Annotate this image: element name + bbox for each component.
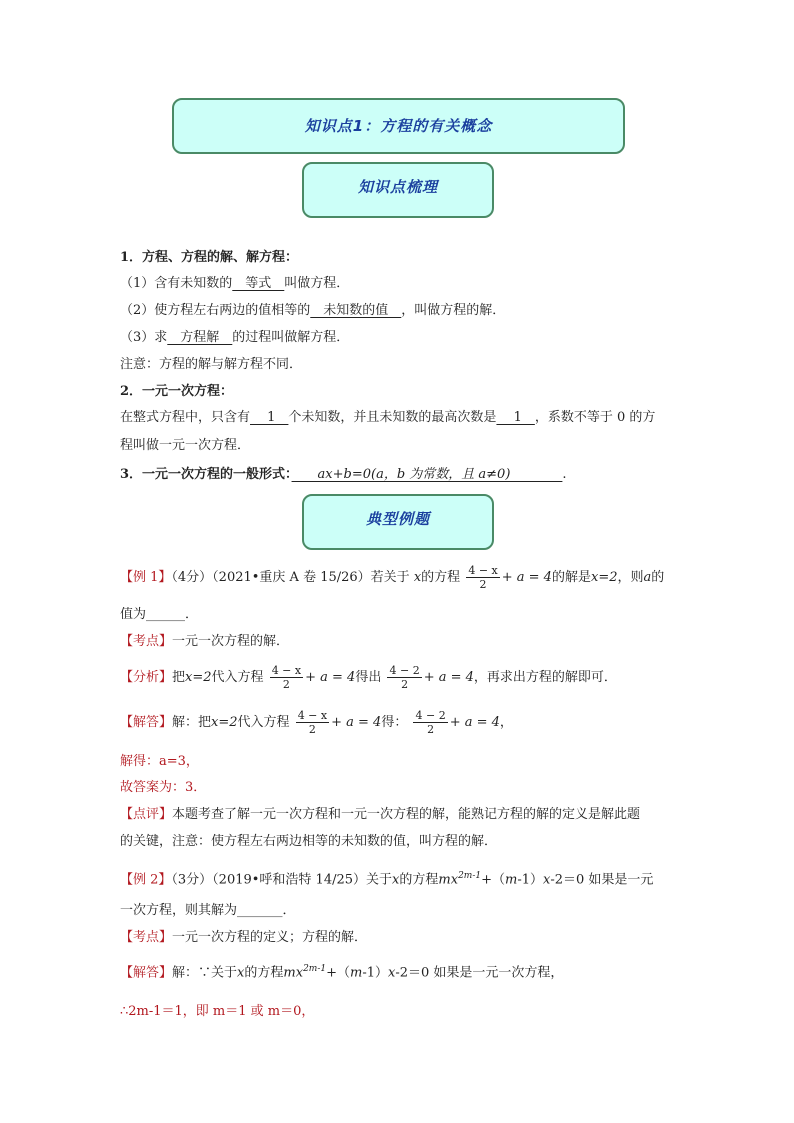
example1-jieda: 【解答】解：把x=2代入方程 $\frac{4 - x}{2}$ + a = 4得： $\frac{4 - 2}{2}$ + a = 4， — [120, 709, 513, 736]
review-s2-line2: 程叫做一元一次方程． — [120, 438, 251, 453]
example1-kaodian: 【考点】一元一次方程的解． — [120, 634, 290, 649]
review-s3: 3．一元一次方程的一般形式： ax+b=0(a，b 为常数，且 a≠0) . — [120, 467, 567, 482]
review-s1-item3: （3）求 方程解 的过程叫做解方程． — [120, 330, 350, 345]
review-s2-line1: 在整式方程中，只含有 1 个未知数，并且未知数的最高次数是 1 ，系数不等于 0 的方 — [120, 410, 656, 425]
example1-question: 【例 1】（4分）（2021•重庆 A 卷 15/26）若关于 x的方程 $\frac{4 - x}{2}$ + a = 4的解是x=2，则a的 — [120, 564, 665, 591]
example1-solve: 解得：a=3， — [120, 754, 199, 769]
review-note: 注意：方程的解与解方程不同． — [120, 357, 303, 372]
review-s1-item2: （2）使方程左右两边的值相等的 未知数的值 ，叫做方程的解． — [120, 303, 506, 318]
example1-dianping: 【点评】本题考查了解一元一次方程和一元一次方程的解，能熟记方程的解的定义是解此题 — [120, 807, 641, 822]
example1-fenxi: 【分析】把x=2代入方程 $\frac{4 - x}{2}$ + a = 4得出 $\frac{4 - 2}{2}$ + a = 4，再求出方程的解即可． — [120, 664, 617, 691]
example1-question-line2: 值为______． — [120, 607, 199, 622]
example2-question: 【例 2】（3分）（2019•呼和浩特 14/25）关于x的方程$mx^{2m-1}+(m-1)x-2=0$ 如果是一元 — [120, 871, 654, 888]
example2-jieda: 【解答】解：∵关于x的方程$mx^{2m-1}+(m-1)x-2=0$ 如果是一元一次方程， — [120, 964, 564, 981]
section-header-main: 知识点1：方程的有关概念 — [172, 98, 625, 154]
review-s1-title: 1．方程、方程的解、解方程： — [120, 250, 299, 265]
example2-last-line: ∴2m-1＝1，即 m＝1 或 m＝0， — [120, 1004, 315, 1019]
section-header-examples: 典型例题 — [302, 494, 494, 550]
review-s2-title: 2．一元一次方程： — [120, 384, 234, 399]
example1-dianping-line2: 的关键，注意：使方程左右两边相等的未知数的值，叫方程的解． — [120, 834, 498, 849]
example2-kaodian: 【考点】一元一次方程的定义；方程的解． — [120, 930, 368, 945]
section-header-review: 知识点梳理 — [302, 162, 494, 218]
example2-question-line2: 一次方程，则其解为_______． — [120, 903, 296, 918]
example1-answer: 故答案为：3． — [120, 780, 207, 795]
review-s1-item1: （1）含有未知数的 等式 叫做方程． — [120, 276, 350, 291]
